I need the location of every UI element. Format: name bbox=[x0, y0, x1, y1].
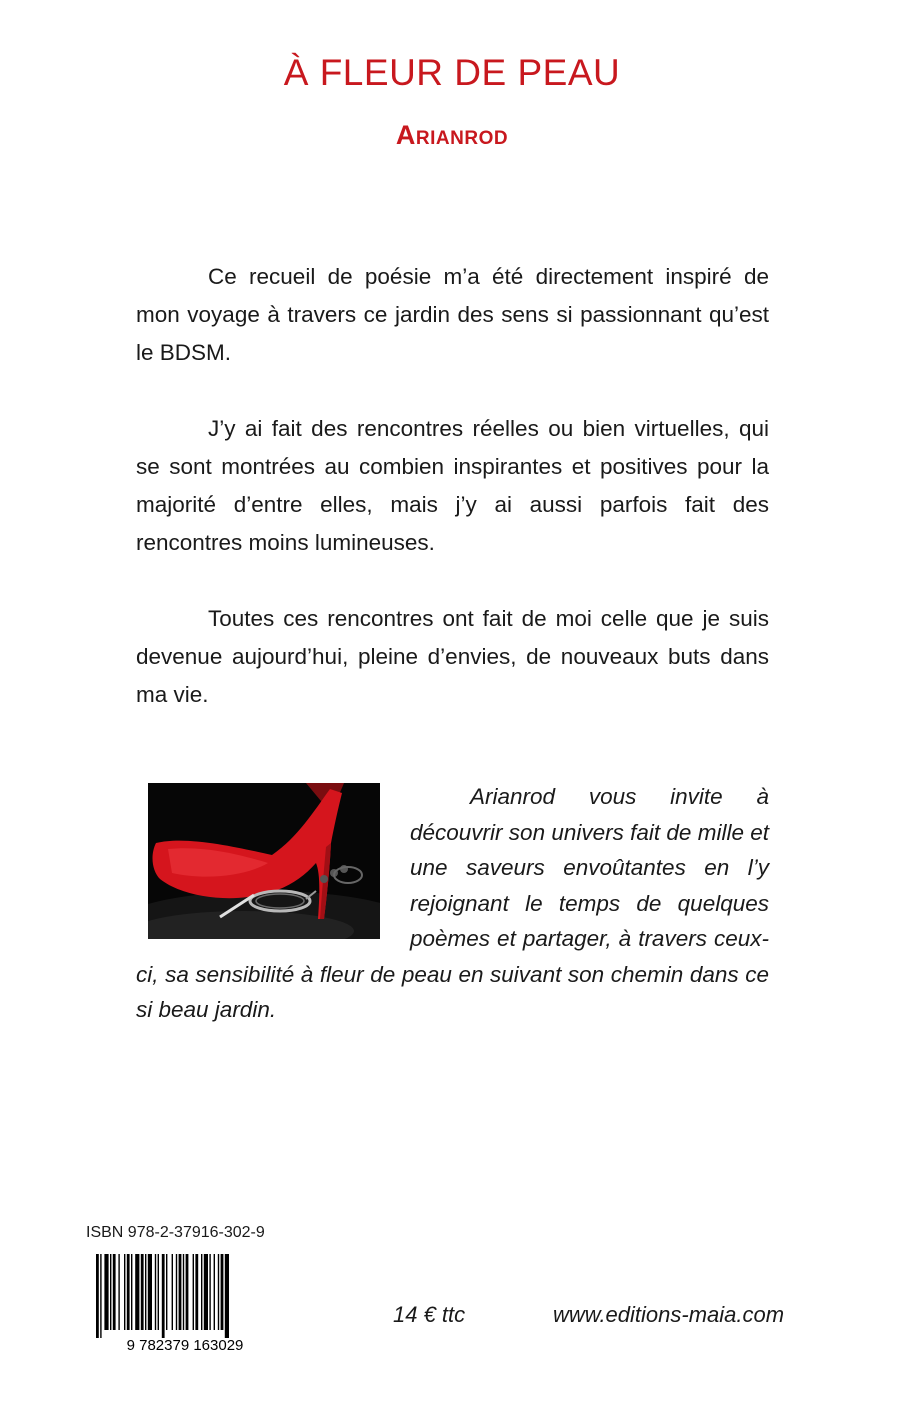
barcode-bar bbox=[183, 1254, 184, 1330]
barcode-bar bbox=[176, 1254, 177, 1330]
barcode-bar bbox=[209, 1254, 210, 1330]
publisher-website: www.editions-maia.com bbox=[553, 1302, 785, 1327]
barcode-bar bbox=[214, 1254, 215, 1330]
description-text bbox=[136, 258, 769, 752]
barcode-bar bbox=[110, 1254, 111, 1330]
barcode-bar bbox=[141, 1254, 144, 1330]
barcode-bar bbox=[179, 1254, 182, 1330]
barcode-bar bbox=[166, 1254, 167, 1330]
barcode-bar bbox=[225, 1254, 229, 1338]
barcode-bar bbox=[162, 1254, 165, 1338]
price-label: 14 € ttc bbox=[393, 1302, 466, 1327]
isbn-number: ISBN 978-2-37916-302-9 bbox=[86, 1224, 265, 1241]
barcode-bar bbox=[96, 1254, 99, 1338]
barcode-bar bbox=[135, 1254, 139, 1330]
barcode-bar bbox=[201, 1254, 202, 1330]
blurb-text: Arianrod vous invite à découvrir son univers fait de mille et une saveurs envoûtantes en l’y rejoignant le temps de quelques poèmes et partager, à travers ceux-ci, sa sensibilité à fleur de peau en suivant son chemin dans ce si beau jardin. bbox=[136, 784, 769, 1022]
barcode-bar bbox=[218, 1254, 219, 1330]
paragraph-3: Toutes ces rencontres ont fait de moi celle que je suis devenue aujourd’hui, pleine d’envies, de nouveaux buts dans ma vie. bbox=[136, 606, 769, 707]
barcode-bar bbox=[131, 1254, 132, 1330]
book-title: À FLEUR DE PEAU bbox=[283, 52, 621, 93]
author-blurb bbox=[136, 779, 769, 1028]
barcode-bar bbox=[127, 1254, 130, 1330]
barcode-bar bbox=[172, 1254, 173, 1330]
author-name: Arianrod bbox=[395, 120, 509, 150]
barcode-bar bbox=[155, 1254, 156, 1330]
barcode-bar bbox=[193, 1254, 194, 1330]
barcode-bar bbox=[113, 1254, 116, 1330]
barcode-bar bbox=[124, 1254, 125, 1330]
barcode-bar bbox=[148, 1254, 152, 1330]
barcode-bar bbox=[145, 1254, 146, 1330]
barcode-bar bbox=[204, 1254, 208, 1330]
barcode-bar bbox=[195, 1254, 198, 1330]
paragraph-1: Ce recueil de poésie m’a été directement inspiré de mon voyage à travers ce jardin des sens si passionnant qu’est le BDSM. bbox=[136, 264, 769, 365]
barcode-bar bbox=[118, 1254, 119, 1330]
stiletto-handcuffs-illustration bbox=[148, 783, 380, 939]
barcode-bar bbox=[221, 1254, 224, 1330]
paragraph-2: J’y ai fait des rencontres réelles ou bien virtuelles, qui se sont montrées au combien inspirantes et positives pour la majorité d’entre elles, mais j’y ai aussi parfois fait des rencontres moins lumineuses. bbox=[136, 416, 769, 555]
barcode-bar bbox=[186, 1254, 189, 1330]
barcode-bar bbox=[104, 1254, 108, 1330]
barcode-digits: 9 782379 163029 bbox=[126, 1337, 244, 1354]
barcode-bar bbox=[100, 1254, 101, 1338]
barcode-bar bbox=[158, 1254, 159, 1330]
barcode bbox=[86, 1250, 284, 1354]
red-stiletto-and-handcuffs-image bbox=[148, 783, 380, 939]
